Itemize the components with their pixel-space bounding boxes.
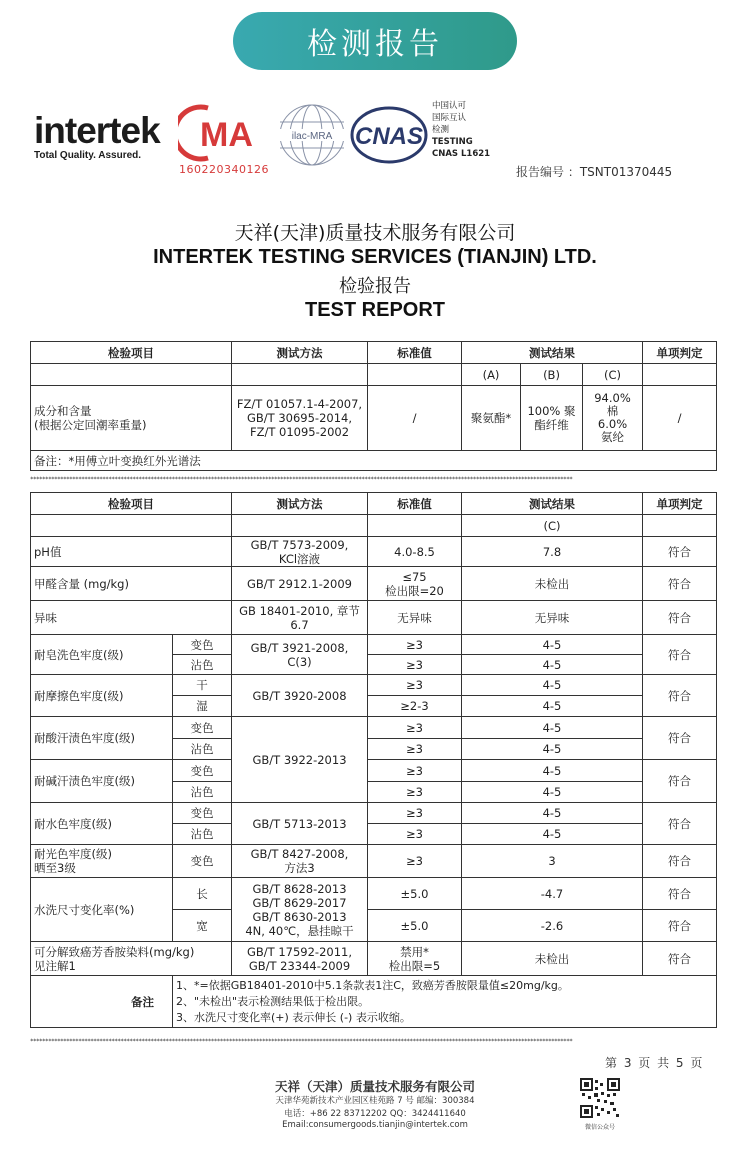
footer-address: 天津华苑新技术产业园区桂苑路 7 号 邮编：300384 — [275, 1096, 475, 1106]
composition-result-b: 100% 聚 酯纤维 — [521, 386, 583, 451]
cnas-line: 中国认可 — [432, 101, 467, 111]
table-row: 耐皂洗色牢度(级) 变色 GB/T 3921-2008, C(3) ≥3 4-5 符合 — [31, 635, 717, 655]
sample-c-label: (C) — [462, 515, 643, 537]
table-row: 宽 ±5.0 -2.6 符合 — [31, 910, 717, 942]
results-table — [30, 492, 717, 1028]
remarks-text: 1、*=依据GB18401-2010中5.1条款表1注C，致癌芳香胺限量值≤20mg/kg。 2、"未检出"表示检测结果低于检出限。 3、水洗尺寸变化率(+) 表示伸长 (-) 表示收缩。 — [173, 976, 717, 1028]
ilac-mra-logo — [276, 102, 348, 168]
footer-email: Email:consumergoods.tianjin@intertek.com — [282, 1120, 468, 1130]
table-row: 沾色 ≥3 4-5 — [31, 655, 717, 675]
cnas-logo — [350, 106, 428, 164]
composition-standard: / — [368, 386, 462, 451]
header-method: 测试方法 — [232, 493, 368, 515]
intertek-logo — [34, 110, 160, 161]
header-item: 检验项目 — [31, 342, 232, 364]
cnas-line: TESTING — [432, 137, 473, 147]
table-row: 沾色 ≥3 4-5 — [31, 739, 717, 760]
header-standard: 标准值 — [368, 342, 462, 364]
header-method: 测试方法 — [232, 342, 368, 364]
table-row: 耐碱汗渍色牢度(级) 变色 ≥3 4-5 符合 — [31, 760, 717, 782]
ilac-text: ilac-MRA — [291, 131, 333, 142]
header-result: 测试结果 — [462, 342, 643, 364]
footer-company: 天祥（天津）质量技术服务有限公司 — [274, 1079, 475, 1094]
table-row: 沾色 ≥3 4-5 — [31, 824, 717, 845]
composition-method: FZ/T 01057.1-4-2007, GB/T 30695-2014, FZ/T 01095-2002 — [232, 386, 368, 451]
remarks-row — [31, 976, 717, 1028]
cma-number: 160220340126 — [179, 163, 269, 176]
composition-note: 备注：*用傅立叶变换红外光谱法 — [31, 451, 717, 471]
cnas-line: 检测 — [432, 125, 450, 135]
footer-phone: 电话：+86 22 83712202 QQ：3424411640 — [284, 1109, 466, 1119]
cma-logo — [178, 104, 270, 162]
table-row: 沾色 ≥3 4-5 — [31, 782, 717, 803]
table-row: 异味 GB 18401-2010, 章节 6.7 无异味 无异味 符合 — [31, 601, 717, 635]
separator-stars: ************************************************************************************************************************************************************************************ — [30, 476, 573, 483]
table-row: 湿 ≥2-3 4-5 — [31, 696, 717, 717]
header-verdict: 单项判定 — [643, 493, 717, 515]
composition-result-a: 聚氨酯* — [462, 386, 521, 451]
wechat-qr-code-icon — [580, 1078, 620, 1118]
report-number: 报告编号 ：TSNT01370445 — [516, 165, 673, 179]
table-row: 耐摩擦色牢度(级) 干 GB/T 3920-2008 ≥3 4-5 符合 — [31, 675, 717, 696]
report-title-en: TEST REPORT — [304, 299, 445, 321]
composition-result-c: 94.0% 棉 6.0% 氨纶 — [583, 386, 643, 451]
company-name-cn: 天祥(天津)质量技术服务有限公司 — [234, 222, 516, 244]
sample-a-label: (A) — [462, 364, 521, 386]
cnas-accreditation-text — [432, 100, 490, 160]
cnas-letters: CNAS — [354, 123, 424, 150]
table-row: pH值 GB/T 7573-2009, KCl溶液 4.0-8.5 7.8 符合 — [31, 537, 717, 567]
sample-c-label: (C) — [583, 364, 643, 386]
remarks-label: 备注 — [31, 976, 173, 1028]
header-item: 检验项目 — [31, 493, 232, 515]
cma-letters: MA — [200, 116, 253, 154]
table-row: 耐酸汗渍色牢度(级) 变色 GB/T 3922-2013 ≥3 4-5 符合 — [31, 717, 717, 739]
table-row: 耐水色牢度(级) 变色 GB/T 5713-2013 ≥3 4-5 符合 — [31, 803, 717, 824]
sample-b-label: (B) — [521, 364, 583, 386]
intertek-tagline: Total Quality. Assured. — [34, 150, 142, 161]
header-standard: 标准值 — [368, 493, 462, 515]
table-row: 可分解致癌芳香胺染料(mg/kg) 见注解1 GB/T 17592-2011, GB/T 23344-2009 禁用* 检出限=5 未检出 符合 — [31, 942, 717, 976]
intertek-wordmark: intertek — [34, 110, 160, 151]
composition-table — [30, 341, 717, 471]
page-number: 第 3 页 共 5 页 — [605, 1056, 703, 1070]
cnas-line: CNAS L1621 — [432, 149, 491, 159]
separator-stars: ************************************************************************************************************************************************************************************ — [30, 1038, 573, 1045]
composition-verdict: / — [643, 386, 717, 451]
qr-caption: 微信公众号 — [584, 1124, 615, 1131]
company-name-en: INTERTEK TESTING SERVICES (TIANJIN) LTD. — [153, 246, 597, 268]
table-row: 水洗尺寸变化率(%) 长 GB/T 8628-2013 GB/T 8629-2017 GB/T 8630-2013 4N, 40℃，悬挂晾干 ±5.0 -4.7 符合 — [31, 878, 717, 910]
table-row: 甲醛含量 (mg/kg) GB/T 2912.1-2009 ≤75 检出限=20 未检出 符合 — [31, 567, 717, 601]
page-banner: 检测报告 — [233, 12, 517, 70]
header-verdict: 单项判定 — [643, 342, 717, 364]
cnas-line: 国际互认 — [432, 113, 467, 123]
composition-item: 成分和含量 (根据公定回潮率重量) — [31, 386, 232, 451]
header-result: 测试结果 — [462, 493, 643, 515]
report-title-cn: 检验报告 — [339, 276, 411, 297]
table-row: 耐光色牢度(级) 晒至3级 变色 GB/T 8427-2008, 方法3 ≥3 3 符合 — [31, 845, 717, 878]
